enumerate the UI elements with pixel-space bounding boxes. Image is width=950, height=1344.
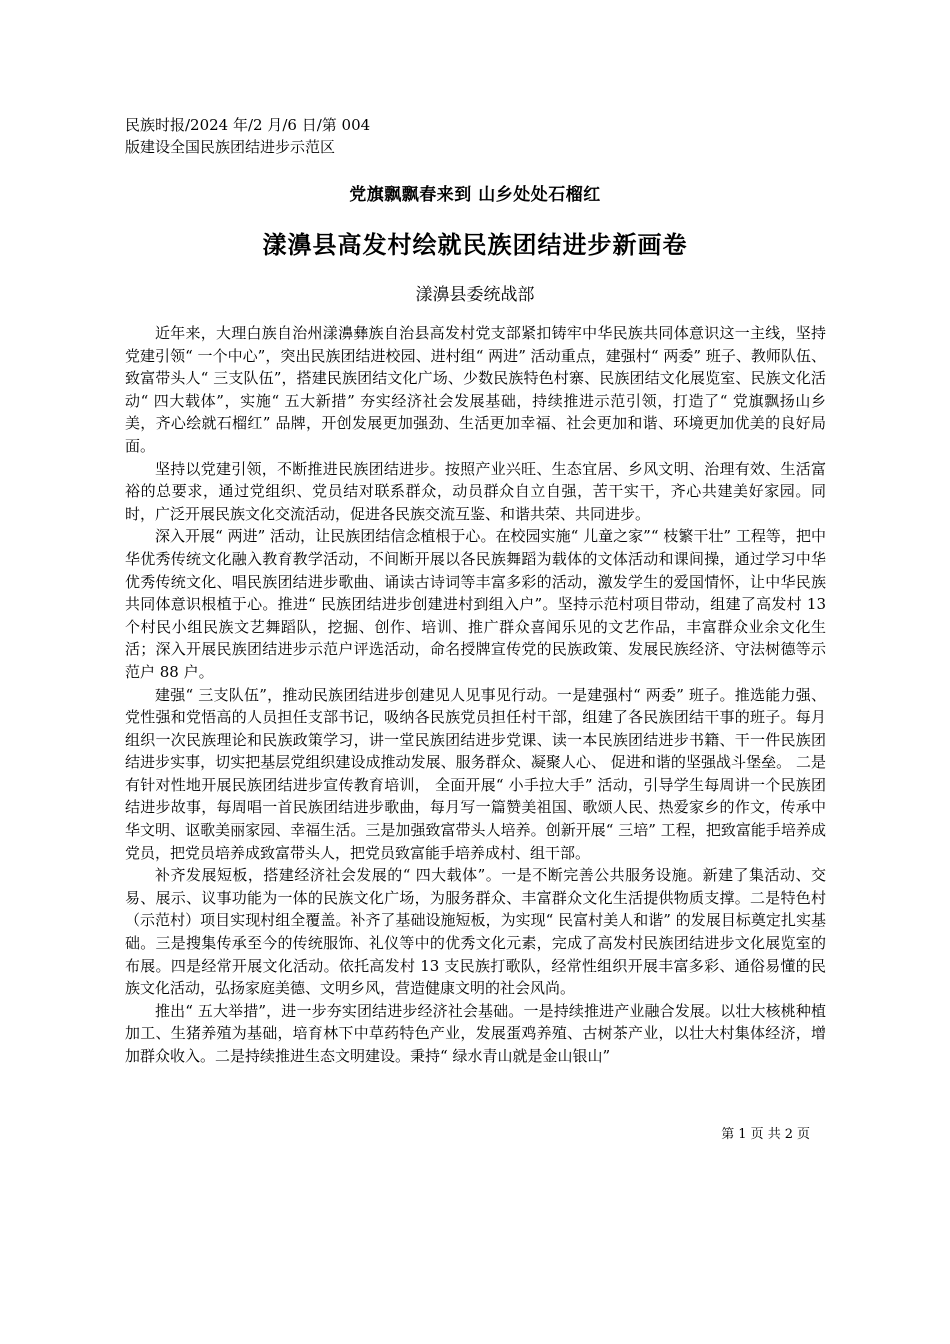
paragraph: 推出“ 五大举措”，进一步夯实团结进步经济社会基础。一是持续推进产业融合发展。以壮大核桃种植加工、生猪养殖为基础，培育林下中草药特色产业，发展蛋鸡养殖、古树茶产业，以壮大村集体经济，增加群众收入。二是持续推进生态文明建设。秉持“ 绿水青山就是金山银山” xyxy=(125,1001,826,1065)
current-page-number: 1 xyxy=(738,1127,747,1142)
article-title: 漾濞县高发村绘就民族团结进步新画卷 xyxy=(262,231,688,259)
source-info xyxy=(125,114,825,158)
paragraph: 建强“ 三支队伍”，推动民族团结进步创建见人见事见行动。一是建强村“ 两委” 班子。推选能力强、党性强和党悟高的人员担任支部书记，吸纳各民族党员担任村干部，组建了各民族团结干事的班子。每月组织一次民族理论和民族政策学习，讲一堂民族团结进步党课、读一本民族团结进步书籍、干一件民族团结进步实事，切实把基层党组织建设成推动发展、服务群众、凝聚人心、 促进和谐的坚强战斗堡垒。 二是有针对性地开展民族团结进步宣传教育培训， 全面开展“ 小手拉大手” 活动，引导学生每周讲一个民族团结进步故事，每周唱一首民族团结进步歌曲，每月写一篇赞美祖国、歌颂人民、热爱家乡的作文，传承中华文明、讴歌美丽家园、幸福生活。三是加强致富带头人培养。创新开展“ 三培” 工程，把致富能手培养成党员，把党员培养成致富带头人，把党员致富能手培养成村、组干部。 xyxy=(125,685,826,862)
source-line-2: 版建设全国民族团结进步示范区 xyxy=(125,138,336,156)
article-subtitle: 党旗飘飘春来到 山乡处处石榴红 xyxy=(349,185,601,205)
paragraph: 补齐发展短板，搭建经济社会发展的“ 四大载体”。一是不断完善公共服务设施。新建了集活动、交易、展示、议事功能为一体的民族文化广场，为服务群众、丰富群众文化生活提供物质支撑。二是特色村（示范村）项目实现村组全覆盖。补齐了基础设施短板，为实现“ 民富村美人和谐” 的发展目标奠定扎实基础。三是搜集传承至今的传统服饰、礼仪等中的优秀文化元素，完成了高发村民族团结进步文化展览室的布展。四是经常开展文化活动。依托高发村 13 支民族打歌队，经常性组织开展丰富多彩、通俗易懂的民族文化活动，弘扬家庭美德、文明乡风，营造健康文明的社会风尚。 xyxy=(125,866,826,998)
page-label-suffix: 页 xyxy=(796,1127,810,1142)
total-pages-number: 2 xyxy=(784,1127,793,1142)
article-body xyxy=(125,322,826,1068)
source-line-1: 民族时报/2024 年/2 月/6 日/第 004 xyxy=(125,116,371,134)
page-label-mid: 页 共 xyxy=(750,1127,781,1142)
page-footer xyxy=(719,1123,812,1142)
paragraph: 坚持以党建引领，不断推进民族团结进步。按照产业兴旺、生态宜居、乡风文明、治理有效、生活富裕的总要求，通过党组织、党员结对联系群众，动员群众自立自强，苦干实干，齐心共建美好家园。同时，广泛开展民族文化交流活动，促进各民族交流互鉴、和谐共荣、共同进步。 xyxy=(125,459,826,523)
paragraph: 近年来，大理白族自治州漾濞彝族自治县高发村党支部紧扣铸牢中华民族共同体意识这一主线，坚持党建引领“ 一个中心”，突出民族团结进校园、进村组“ 两进” 活动重点，建强村“ 两委” 班子、教师队伍、致富带头人“ 三支队伍”，搭建民族团结文化广场、少数民族特色村寨、民族团结文化展览室、民族文化活动“ 四大载体”，实施“ 五大新措” 夯实经济社会发展基础，持续推进示范引领，打造了“ 党旗飘扬山乡美，齐心绘就石榴红” 品牌，开创发展更加强劲、生活更加幸福、社会更加和谐、环境更加优美的良好局面。 xyxy=(125,324,826,455)
page-label-prefix: 第 xyxy=(721,1127,735,1142)
article-author: 漾濞县委统战部 xyxy=(415,285,535,305)
paragraph: 深入开展“ 两进” 活动，让民族团结信念植根于心。在校园实施“ 儿童之家”“ 枝繁干壮” 工程等，把中华优秀传统文化融入教育教学活动，不间断开展以各民族舞蹈为载体的文体活动和课间操，通过学习中华优秀传统文化、唱民族团结进步歌曲、诵读古诗词等丰富多彩的活动，激发学生的爱国情怀，让中华民族共同体意识根植于心。推进“ 民族团结进步创建进村到组入户”。坚持示范村项目带动，组建了高发村 13 个村民小组民族文艺舞蹈队，挖掘、创作、培训、推广群众喜闻乐见的文艺作品，丰富群众业余文化生活；深入开展民族团结进步示范户评选活动，命名授牌宣传党的民族政策、发展民族经济、守法树德等示范户 88 户。 xyxy=(125,527,826,681)
